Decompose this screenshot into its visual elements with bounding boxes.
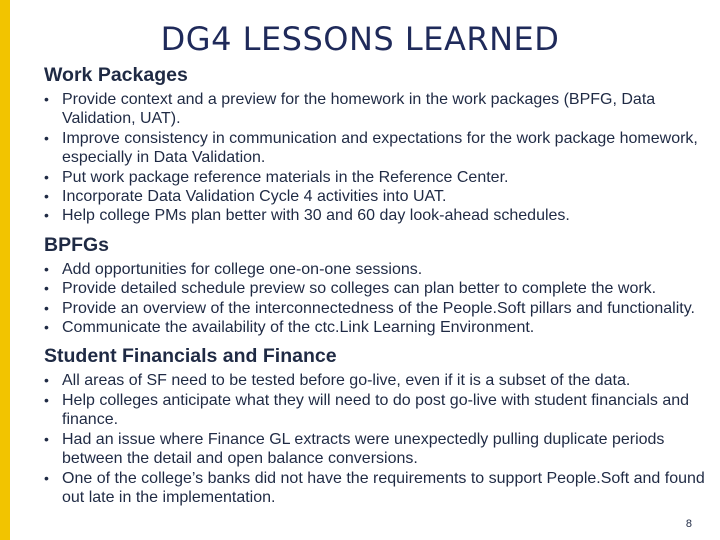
list-item-text: Add opportunities for college one-on-one sessions. (62, 260, 423, 278)
list-item-text: Incorporate Data Validation Cycle 4 activities into UAT. (62, 188, 447, 206)
bullet-icon: • (44, 319, 49, 336)
bullet-icon: • (44, 280, 49, 297)
list-item (44, 260, 706, 279)
list-item (44, 430, 706, 469)
bullet-list (44, 90, 706, 226)
list-item-text: Help colleges anticipate what they will need to do post go-live with student financials and finance. (62, 391, 690, 429)
section-bpfgs (44, 234, 706, 338)
list-item (44, 371, 706, 390)
section-heading: Work Packages (44, 64, 188, 86)
section-student-financials (44, 345, 706, 507)
list-item-text: Help college PMs plan better with 30 and 60 day look-ahead schedules. (62, 207, 570, 225)
bullet-icon: • (44, 129, 49, 146)
list-item-text: Provide detailed schedule preview so colleges can plan better to complete the work. (62, 280, 657, 298)
bullet-icon: • (44, 91, 49, 107)
bullet-icon: • (44, 299, 49, 316)
slide-content (44, 64, 706, 507)
list-item (44, 206, 706, 225)
list-item (44, 90, 706, 129)
bullet-list (44, 371, 706, 507)
bullet-list (44, 260, 706, 338)
bullet-icon: • (44, 469, 49, 486)
list-item (44, 279, 706, 298)
accent-bar (0, 0, 10, 540)
bullet-icon: • (44, 391, 49, 408)
section-heading: Student Financials and Finance (44, 345, 337, 368)
bullet-icon: • (44, 168, 49, 185)
page-number: 8 (685, 518, 692, 530)
list-item (44, 187, 706, 206)
bullet-icon: • (44, 207, 49, 224)
list-item (44, 168, 706, 187)
list-item (44, 299, 706, 318)
list-item (44, 469, 706, 508)
bullet-icon: • (44, 430, 49, 447)
list-item-text: Had an issue where Finance GL extracts were unexpectedly pulling duplicate periods between the detail and open balance conversions. (62, 430, 665, 468)
section-work-packages (44, 64, 706, 226)
list-item-text: Communicate the availability of the ctc.Link Learning Environment. (62, 319, 535, 337)
list-item-text: Provide context and a preview for the homework in the work packages (BPFG, Data Validation, UAT). (62, 91, 656, 128)
list-item-text: Improve consistency in communication and expectations for the work package homework, especially in Data Validation. (62, 129, 698, 167)
list-item (44, 129, 706, 168)
list-item-text: All areas of SF need to be tested before go-live, even if it is a subset of the data. (62, 372, 631, 390)
slide-title: DG4 LESSONS LEARNED (160, 20, 560, 58)
bullet-icon: • (44, 188, 49, 205)
list-item (44, 391, 706, 430)
section-heading: BPFGs (44, 233, 110, 256)
list-item-text: One of the college’s banks did not have the requirements to support People.Soft and found out late in the implementation. (62, 469, 705, 506)
bullet-icon: • (44, 372, 49, 389)
list-item-text: Provide an overview of the interconnectedness of the People.Soft pillars and functionality. (62, 299, 695, 317)
bullet-icon: • (44, 260, 49, 277)
list-item (44, 318, 706, 337)
list-item-text: Put work package reference materials in the Reference Center. (62, 168, 509, 186)
